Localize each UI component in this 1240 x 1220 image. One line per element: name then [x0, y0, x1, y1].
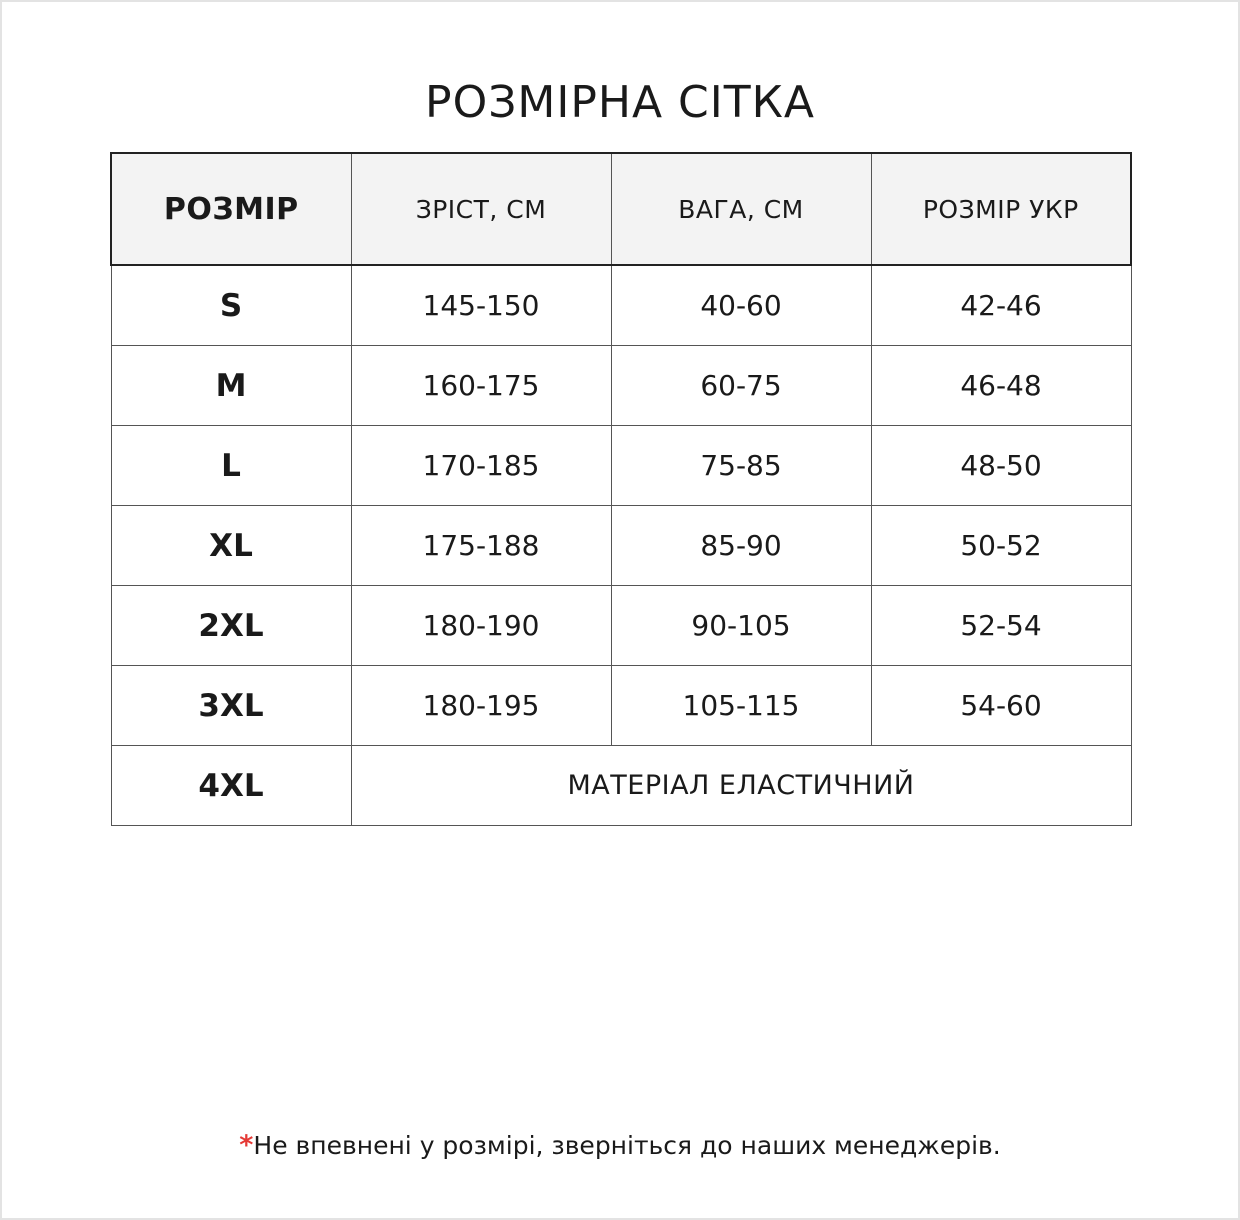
header-row [111, 153, 1131, 265]
size-ukr-cell: 42-46 [871, 265, 1131, 346]
weight-cell: 85-90 [611, 506, 871, 586]
header-weight: ВАГА, СМ [611, 153, 871, 265]
size-ukr-cell: 48-50 [871, 426, 1131, 506]
weight-cell: 75-85 [611, 426, 871, 506]
header-size: РОЗМІР [111, 153, 351, 265]
header-height: ЗРІСТ, СМ [351, 153, 611, 265]
table-row [111, 586, 1131, 666]
height-cell: 170-185 [351, 426, 611, 506]
size-cell: 2XL [111, 586, 351, 666]
footnote-text: Не впевнені у розмірі, зверніться до наших менеджерів. [253, 1131, 1001, 1160]
height-cell: 145-150 [351, 265, 611, 346]
weight-cell: 60-75 [611, 346, 871, 426]
footnote [0, 1130, 1240, 1161]
size-cell: XL [111, 506, 351, 586]
size-ukr-cell: 52-54 [871, 586, 1131, 666]
height-cell: 160-175 [351, 346, 611, 426]
size-ukr-cell: 50-52 [871, 506, 1131, 586]
height-cell: 180-190 [351, 586, 611, 666]
weight-cell: 105-115 [611, 666, 871, 746]
weight-cell: 90-105 [611, 586, 871, 666]
elastic-material-note: МАТЕРІАЛ ЕЛАСТИЧНИЙ [351, 746, 1131, 826]
table-row [111, 346, 1131, 426]
table-row [111, 265, 1131, 346]
asterisk-marker: * [239, 1130, 254, 1161]
page-title: РОЗМІРНА СІТКА [425, 77, 815, 129]
size-cell: L [111, 426, 351, 506]
size-ukr-cell: 54-60 [871, 666, 1131, 746]
weight-cell: 40-60 [611, 265, 871, 346]
size-cell: 4XL [111, 746, 351, 826]
height-cell: 175-188 [351, 506, 611, 586]
table-row [111, 426, 1131, 506]
size-cell: 3XL [111, 666, 351, 746]
table-row [111, 666, 1131, 746]
header-size-ukr: РОЗМІР УКР [871, 153, 1131, 265]
size-cell: M [111, 346, 351, 426]
size-chart-table [110, 152, 1132, 826]
size-cell: S [111, 265, 351, 346]
height-cell: 180-195 [351, 666, 611, 746]
size-ukr-cell: 46-48 [871, 346, 1131, 426]
table-row-4xl [111, 746, 1131, 826]
table-row [111, 506, 1131, 586]
